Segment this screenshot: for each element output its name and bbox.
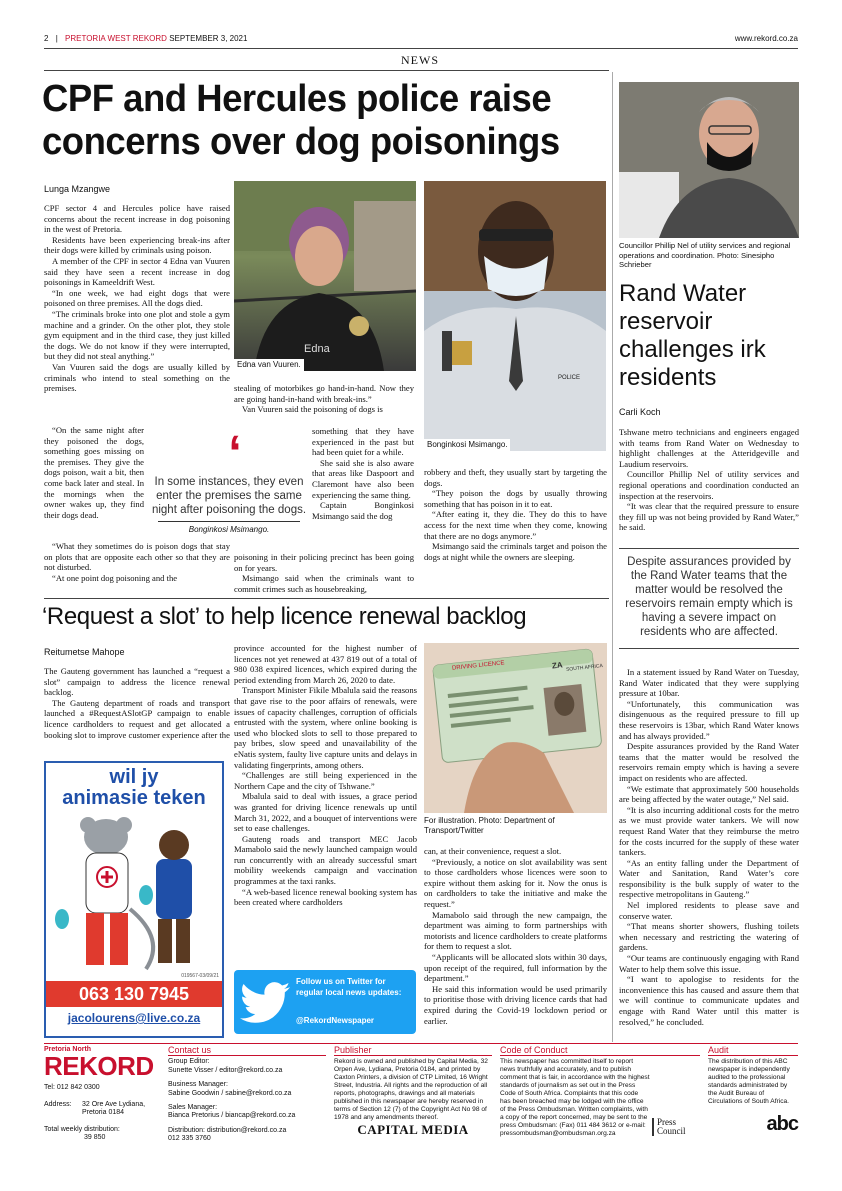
pull-quote-attribution: Bonginkosi Msimango. [188, 525, 270, 534]
press-logo-line-1: Press [657, 1117, 677, 1127]
paragraph: robbery and theft, they usually start by targeting the dogs. [424, 467, 607, 488]
paragraph: “The criminals broke into one plot and stole a gym machine and a grinder. On the other plot, they stole gym equipment and in the third case, they just killed the dogs. We do not know if they were interrupted, but they did not steal anything.” [44, 308, 230, 362]
licence-card-country: SOUTH AFRICA [565, 663, 604, 673]
paragraph: Van Vuuren said the dogs are usually killed by criminals who intend to steal something on the premises. [44, 361, 230, 394]
pull-quote-text: In some instances, they even enter the premises the same night after poisoning the dogs. [151, 476, 307, 516]
quote-mark-icon: ‘ [228, 427, 242, 480]
capital-media-logo: CAPITAL MEDIA [357, 1122, 469, 1138]
advert-phone[interactable]: 063 130 7945 [46, 981, 222, 1007]
footer-audit [708, 1045, 798, 1136]
header-separator: | [55, 34, 58, 43]
paragraph: province accounted for the highest number of licences not yet renewed at 437 819 out of a total of 980 038 expired licences, which expired during the period extending from March 26, 2020 to date. [234, 643, 417, 685]
paragraph: He said this information would be used primarily to prioritise those with driving licence cards that had expired during the Covid-19 lockdown period or earlier. [424, 983, 607, 1026]
footer-rule [44, 1043, 798, 1044]
headline-line-1: CPF and Hercules police raise [42, 78, 552, 120]
publisher-text: Rekord is owned and published by Capital Media, 32 Orpen Ave, Lydiana, Pretoria 0184, and printed by Caxton Printers, a division of CTP Limited, 16 Wright Street, Industria. All rights and the reproduction of all reports, photographs, drawings and all materials published in this newspaper are hereby reserved in terms of Section 12 (7) of the Copyright Act No 98 of 1978 and any amendments thereof. [334, 1058, 488, 1122]
footer-code-of-conduct [500, 1046, 700, 1138]
website-link[interactable]: www.rekord.co.za [734, 34, 798, 43]
article1-col2-top [234, 383, 414, 415]
advert-line-2: animasie teken [62, 787, 206, 809]
photo-licence-caption: For illustration. Photo: Department of Transport/Twitter [424, 816, 555, 835]
paragraph: “On the same night after they poisoned the dogs, something goes missing on the premises. They give the dogs poison, wait a bit, then come back later and steal. In the mornings when the owner wakes up, they find their dogs dead. [44, 425, 144, 520]
portrait-illustration [424, 181, 606, 451]
article1-col2-narrow [312, 426, 414, 521]
sales-label: Sales Manager: [168, 1104, 218, 1112]
press-council-logo [652, 1118, 698, 1136]
paragraph: “In one week, we had eight dogs that were poisoned on three premises. All the dogs died. [44, 287, 230, 309]
paragraph: “I want to apologise to residents for the inconvenience this has caused and assure them that we will continue to communicate updates and engage with Rand Water until this matter is resolved,” he concluded. [619, 974, 799, 1027]
paragraph: can, at their convenience, request a slot. [424, 846, 562, 856]
distribution-label: Total weekly distribution: [44, 1125, 120, 1133]
photo-edna-caption: Edna van Vuuren. [234, 359, 304, 371]
twitter-handle[interactable]: @RekordNewspaper [296, 1016, 375, 1025]
article2-col2 [234, 643, 417, 908]
section-rule [44, 70, 609, 71]
animation-advert[interactable] [44, 761, 224, 1038]
publication-name: PRETORIA WEST REKORD [65, 34, 167, 43]
photo-nel-caption: Councillor Phillip Nel of utility services and regional operations and coordination. Photo: Sinesipho Schrieber [619, 241, 791, 269]
paragraph: Residents have been experiencing break-ins after their dogs were killed by criminals using poison. [44, 234, 230, 256]
paragraph: Msimango said the criminals target and poison the dogs at night while the owners are sleeping. [424, 541, 607, 562]
article2-rule [44, 598, 609, 599]
twitter-bird-icon [240, 982, 290, 1024]
photo-councillor-nel [619, 82, 799, 238]
business-value[interactable]: Sabine Goodwin / sabine@rekord.co.za [168, 1089, 292, 1097]
group-editor-label: Group Editor: [168, 1058, 210, 1066]
paragraph: “As an entity falling under the Department of Water and Sanitation, Rand Water’s core responsibility is the bulk supply of water to the respective metropolitans in Gauteng.” [619, 857, 799, 900]
jacket-name-print: Edna [304, 343, 330, 355]
paragraph: “Unfortunately, this communication was disingenuous as the required pressure to fill up these reservoirs is 13bar, which Rand Water knows and has always provided.” [619, 698, 799, 741]
paragraph: “At one point dog poisoning and the [52, 572, 178, 583]
article2-col1 [44, 666, 230, 740]
pull-quote [150, 427, 308, 549]
paragraph: A member of the CPF in sector 4 Edna van Vuuren said they have seen a recent increase in dog poisonings in Kameeldrift West. [44, 255, 230, 288]
article2-headline: ‘Request a slot’ to help licence renewal backlog [42, 603, 527, 630]
article1-col2-bottom [234, 552, 414, 594]
paragraph: Despite assurances provided by the Rand Water teams that the matter would be resolved the reservoirs remain empty which is having a severe impact on residents who are affected. [619, 741, 799, 783]
abc-logo: abc [766, 1113, 798, 1136]
photo-edna-van-vuuren [234, 181, 416, 371]
group-editor-value[interactable]: Sunette Visser / editor@rekord.co.za [168, 1066, 283, 1074]
sidebar-byline: Carli Koch [619, 407, 661, 417]
sidebar-quote-rule-bottom [619, 648, 799, 649]
paragraph: Nel implored residents to please save and conserve water. [619, 900, 799, 921]
paragraph: poisoning in their policing precinct has been going on for years. [234, 552, 414, 573]
sidebar-paras-bottom [619, 667, 799, 1027]
code-text: This newspaper has committed itself to report news truthfully and accurately, and to publish comment that is fair, in accordance with the highest standards of journalism as set out in the Press Code of South Africa. Complaints that this code has been breached may be lodged with the office of the Press Ombudsman. Written complaints, with a copy of the report concerned, may be sent to the press Ombudsman: (Fax) 011 484 3612 or e-mail: pressombudsman@ombudsman.org.za [500, 1058, 650, 1138]
paragraph: Mamabolo said through the new campaign, the department was aiming to form partnerships with motorists and licence cardholders to create platforms for them to request a slot. [424, 909, 607, 952]
twitter-promo-text: Follow us on Twitter for regular local news updates: [296, 977, 402, 997]
advert-line-1: wil jy [109, 766, 159, 788]
sidebar-headline: Rand Water reservoir challenges irk residents [619, 280, 766, 391]
article2-col3 [424, 846, 607, 1026]
cartoon-illustration [46, 809, 222, 977]
section-label: NEWS [401, 53, 439, 67]
issue-date: SEPTEMBER 3, 2021 [169, 34, 248, 43]
paragraph: Councillor Phillip Nel of utility services and regional operations and coordination conducted an inspection at the reservoirs. [619, 469, 799, 501]
advert-email[interactable]: jacolourens@live.co.za [67, 1011, 201, 1025]
brand-tel: Tel: 012 842 0300 [44, 1084, 100, 1092]
photo-bonginkosi-msimango [424, 181, 606, 451]
police-badge-text: POLICE [558, 375, 581, 381]
paragraph: The Gauteng government has launched a “request a slot” campaign to address the licence renewal backlog. [44, 666, 230, 698]
article1-col1 [44, 203, 230, 394]
page-header [44, 34, 798, 48]
column-divider [612, 72, 613, 1042]
audit-text: The distribution of this ABC newspaper is independently audited to the professional standards administrated by the Audit Bureau of Circulations of South Africa. [708, 1058, 790, 1106]
paragraph: “A web-based licence renewal booking system has been created where cardholders [234, 886, 417, 908]
paragraph: “Previously, a notice on slot availability was sent to those cardholders whose licences were soon to expire without them asking for it. Now the onus is on cardholders to take the initiative and make the request.” [424, 856, 607, 909]
paragraph: “Challenges are still being experienced in the Northern Cape and the city of Tshwane.” [234, 770, 417, 791]
brand-address-row [44, 1101, 160, 1118]
photo-driving-licence [424, 643, 607, 813]
footer-brand [44, 1046, 160, 1142]
page-number: 2 [44, 34, 49, 43]
paragraph: something that they have experienced in the past but had been quiet for a while. [312, 426, 414, 458]
article1-byline: Lunga Mzangwe [44, 184, 111, 194]
article1-col1-narrow [44, 425, 144, 520]
business-label: Business Manager: [168, 1081, 228, 1089]
paragraph: “We estimate that approximately 500 households are being affected by the water outage,” Nel said. [619, 783, 799, 805]
contact-title: Contact us [168, 1046, 326, 1056]
paragraph: stealing of motorbikes go hand-in-hand. Now they are going hand-in-hand with break-ins.” [234, 383, 414, 404]
paragraph: “Our teams are continuously engaging with Rand Water to help them solve this issue. [619, 953, 799, 974]
sidebar-paras-top [619, 427, 799, 533]
header-rule [44, 48, 798, 49]
paragraph: Gauteng roads and transport MEC Jacob Mamabolo said the newly launched campaign would run concurrently with an already successful smart mobility weekends campaign and vaccination programmes at the taxi ranks. [234, 833, 417, 887]
sidebar-pull-quote: Despite assurances provided by the Rand Water teams that the matter would be resolved the reservoirs remain empty which is having a severe impact on residents who are affected. [625, 556, 793, 638]
sidebar-quote-rule-top [619, 548, 799, 549]
licence-card-title: DRIVING LICENCE [451, 660, 505, 672]
paragraph: “It was clear that the required pressure to ensure they fill up was not being provided by Rand Water,” he said. [619, 501, 799, 533]
licence-card-code: ZA [551, 660, 564, 671]
paragraph: Captain Bonginkosi Msimango said the dog [312, 500, 414, 521]
code-title: Code of Conduct [500, 1046, 700, 1056]
paragraph: The Gauteng department of roads and transport launched a #RequestASlotGP campaign to enable licence cardholders to request and get allocated a booking slot to improve customer experience after the [44, 697, 230, 740]
audit-title: Audit [708, 1046, 798, 1056]
paragraph: Msimango said when the criminals want to commit crimes such as housebreaking, [234, 573, 414, 594]
paragraph: Transport Minister Fikile Mbalula said the reasons that gave rise to the poor affairs of renewals, were issues of capacity challenges, corruption of officials entrusted with the system, where online booking is used who blocked slots to sell to those prepared to pay bribes, slow speed and unavailability of the eNatis system, faulty live capture units and delays in validating fingerprints, among others. [234, 685, 417, 770]
distribution-phone: 012 335 3760 [168, 1135, 211, 1143]
paragraph: Mbalula said to deal with issues, a grace period was granted for driving licence renewals up until March 31, 2022, and a bouquet of interventions were set to ease challenges. [234, 791, 417, 834]
paragraph: CPF sector 4 and Hercules police have raised concerns about the recent increase in dog poisoning in the west of Pretoria. [44, 203, 230, 235]
paragraph: She said she is also aware that areas like Daspoort and Claremont have also been experiencing the same thing. [312, 457, 414, 500]
paragraph: “Applicants will be allocated slots within 30 days, upon receipt of the required, full information by the department.” [424, 951, 607, 984]
brand-subtitle: Pretoria North [44, 1046, 92, 1053]
distribution-contact[interactable]: Distribution: distribution@rekord.co.za [168, 1126, 287, 1134]
press-logo-line-2: Council [657, 1126, 686, 1136]
footer-contact [168, 1046, 326, 1144]
photo-msimango-caption: Bonginkosi Msimango. [424, 439, 510, 451]
paragraph: “What they sometimes do is poison dogs that stay on plots that are opposite each other so that they are not disturbed. [44, 541, 230, 573]
headline-line-2: concerns over dog poisonings [42, 121, 560, 163]
paragraph: Van Vuuren said the poisoning of dogs is [242, 404, 383, 415]
paragraph: “It is also incurring additional costs for the metro as we must provide water tankers. We will now request Rand Water that they reimburse the metro for the costs incurred for the supply of these water tankers. [619, 804, 799, 858]
address-value: 32 Ore Ave Lydiana, Pretoria 0184 [82, 1100, 146, 1117]
sales-value[interactable]: Bianca Pretorius / biancap@rekord.co.za [168, 1112, 296, 1120]
advert-code: 019567-03/09/21 [181, 973, 219, 979]
paragraph: “After eating it, they die. They do this to have access for the next time when they come, knowing that there are no dogs anymore.” [424, 509, 607, 541]
paragraph: In a statement issued by Rand Water on Tuesday, Rand Water indicated that they were supplying pressure at 10bar. [619, 667, 799, 699]
twitter-promo[interactable] [234, 970, 416, 1034]
distribution-value: 39 850 [84, 1134, 106, 1142]
publisher-title: Publisher [334, 1046, 492, 1056]
address-label: Address: [44, 1100, 72, 1108]
article1-col3 [424, 467, 607, 562]
portrait-illustration [619, 82, 799, 238]
brand-logo: REKORD [44, 1051, 154, 1082]
paragraph: “They poison the dogs by usually throwing something that has poison in it to eat. [424, 488, 607, 509]
article1-headline [42, 78, 589, 164]
footer-publisher [334, 1045, 492, 1138]
paragraph: “That means shorter showers, flushing toilets when necessary and restricting the watering of gardens. [619, 921, 799, 953]
article2-byline: Reitumetse Mahope [44, 647, 125, 657]
paragraph: Tshwane metro technicians and engineers engaged with teams from Rand Water on Wednesday to highlight challenges at the Atteridgeville and Laudium reservoirs. [619, 427, 799, 469]
